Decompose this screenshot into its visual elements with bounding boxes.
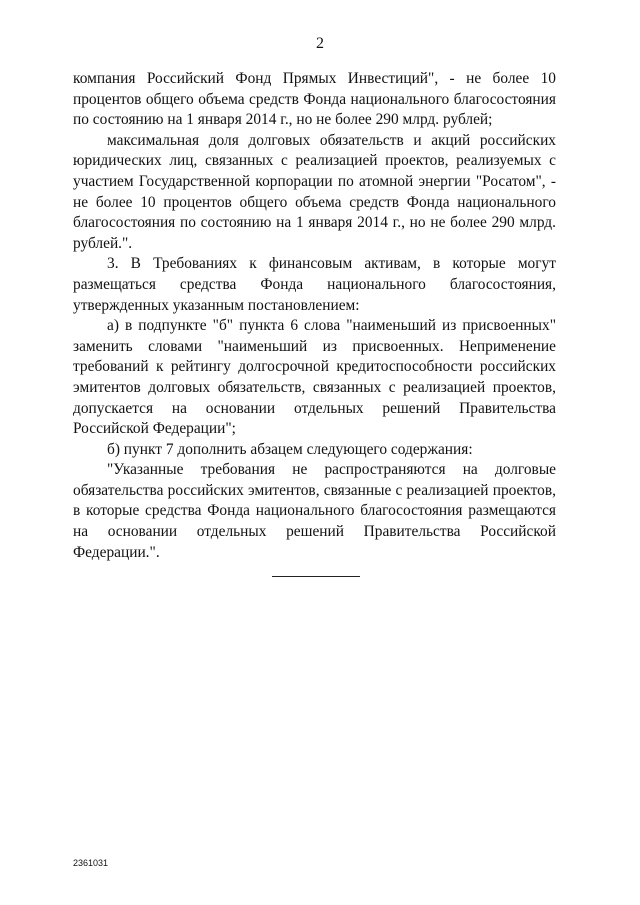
end-separator-line <box>272 576 360 577</box>
paragraph-6: "Указанные требования не распространяются на долговые обязательства российских эмитентов, связанные с реализацией проектов, в которые средства Фонда национального благосостояния размещаются на основании отдельных решений Правительства Российской Федерации.". <box>73 461 556 561</box>
document-body <box>73 69 556 563</box>
paragraph-3: 3. В Требованиях к финансовым активам, в которые могут размещаться средства Фонда национального благосостояния, утвержденных указанным постановлением: <box>73 255 556 314</box>
page-number: 2 <box>316 35 324 52</box>
paragraph-2: максимальная доля долговых обязательств и акций российских юридических лиц, связанных с реализацией проектов, реализуемых с участием Государственной корпорации по атомной энергии "Росатом", - не более 10 процентов общего объема средств Фонда национального благосостояния по состоянию на 1 января 2014 г., но не более 290 млрд. рублей.". <box>73 131 556 252</box>
paragraph-4: а) в подпункте "б" пункта 6 слова "наименьший из присвоенных" заменить словами "наименьший из присвоенных. Неприменение требований к рейтингу долгосрочной кредитоспособности российских эмитентов долговых обязательств, связанных с реализацией проектов, допускается на основании отдельных решений Правительства Российской Федерации"; <box>73 317 556 438</box>
document-code: 2361031 <box>73 858 109 868</box>
paragraph-1: компания Российский Фонд Прямых Инвестиций", - не более 10 процентов общего объема средств Фонда национального благосостояния по состоянию на 1 января 2014 г., но не более 290 млрд. рублей; <box>73 70 556 129</box>
paragraph-5: б) пункт 7 дополнить абзацем следующего содержания: <box>107 440 473 458</box>
